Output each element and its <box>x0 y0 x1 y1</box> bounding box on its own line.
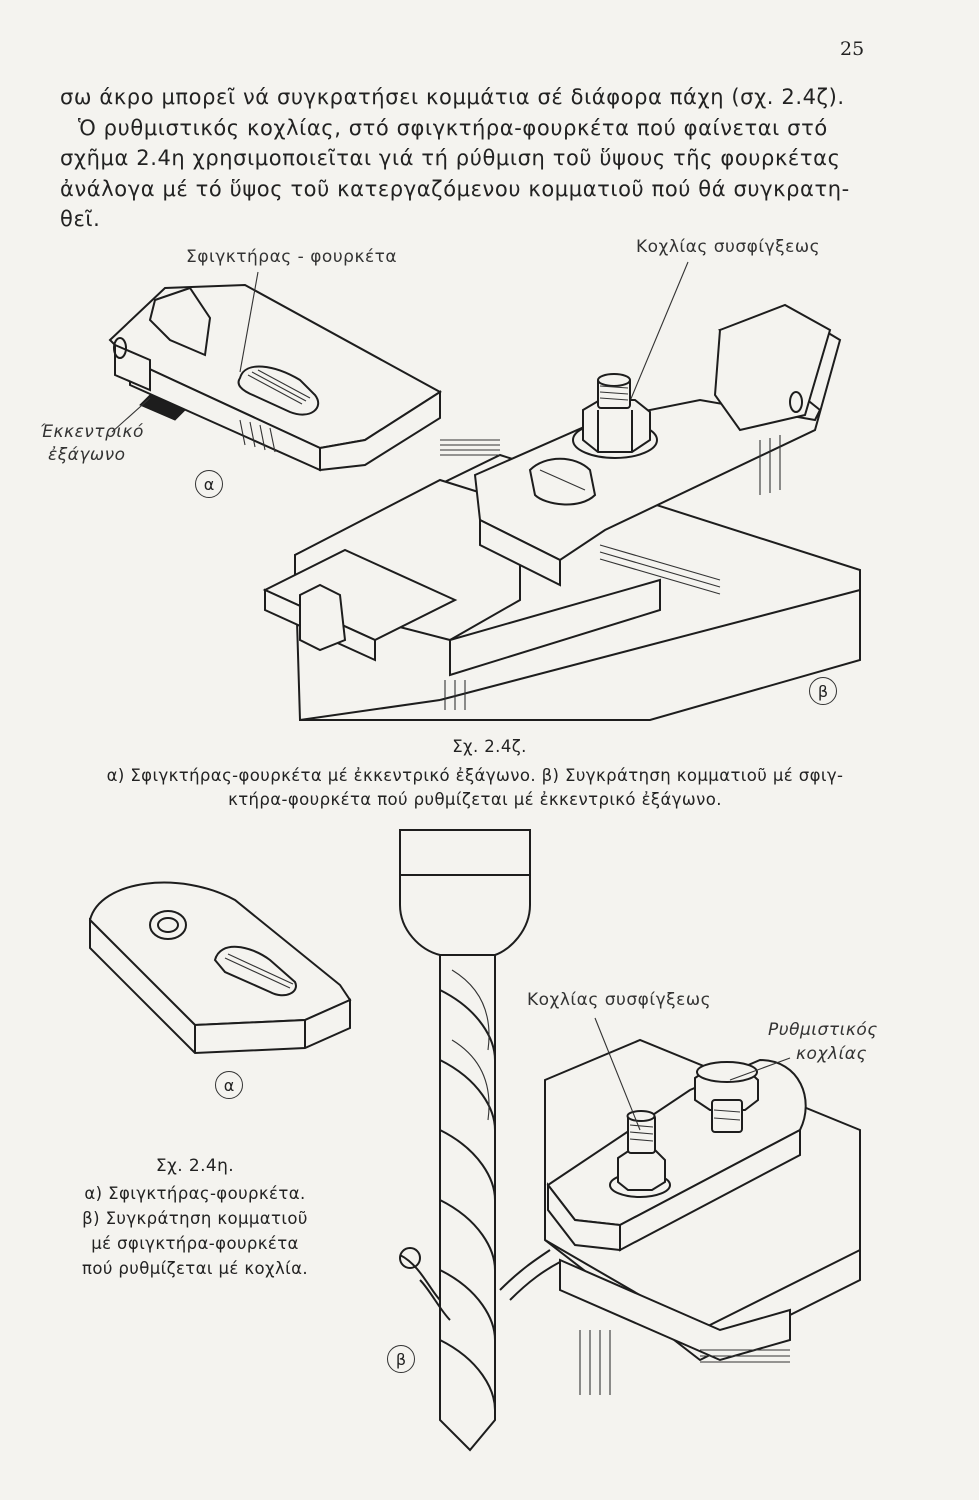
marker-a-fig-2-4h: α <box>215 1071 243 1099</box>
caption-line-fig-2-4z: κτήρα-φουρκέτα πού ρυθμίζεται μέ ἐκκεντρικό ἐξάγωνο. <box>228 790 722 809</box>
label-adjusting-screw-line1: Ρυθμιστικός <box>768 1020 878 1040</box>
label-clamping-screw: Κοχλίας συσφίγξεως <box>636 237 821 257</box>
fig-2-4h-a-clamp-drawing <box>90 883 350 1053</box>
caption-title-fig-2-4h: Σχ. 2.4η. <box>155 1156 235 1176</box>
leader-screw-h <box>595 1018 640 1130</box>
body-paragraph <box>60 82 875 235</box>
paragraph-line: Ὁ ρυθμιστικός κοχλίας, στό σφιγκτήρα-φουρκέτα πού φαίνεται στό <box>78 115 828 140</box>
paragraph-line: σχῆμα 2.4η χρησιμοποιεῖται γιά τή ρύθμιση τοῦ ὕψους τῆς φουρκέτας <box>60 146 841 170</box>
caption-title-fig-2-4z: Σχ. 2.4ζ. <box>452 737 527 756</box>
paragraph-line: θεῖ. <box>60 207 101 231</box>
paragraph-line: ἀνάλογα μέ τό ὕψος τοῦ κατεργαζόμενου κομματιοῦ πού θά συγκρατη- <box>60 176 850 201</box>
fig-2-4z-a-clamp-drawing <box>110 285 440 470</box>
caption-line-fig-2-4z: α) Σφιγκτήρας-φουρκέτα μέ ἐκκεντρικό ἐξάγωνο. β) Συγκράτηση κομματιοῦ μέ σφιγ- <box>106 766 844 785</box>
paragraph-line: σω άκρο μπορεῖ νά συγκρατήσει κομμάτια σέ διάφορα πάχη (σχ. 2.4ζ). <box>60 85 845 109</box>
label-eccentric-line1: Έκκεντρικό <box>40 422 144 442</box>
caption-line-fig-2-4h: πού ρυθμίζεται μέ κοχλία. <box>81 1259 309 1278</box>
label-clamp-fork: Σφιγκτήρας - φουρκέτα <box>186 247 398 267</box>
fig-2-4h-b-assembly-drawing <box>400 830 860 1450</box>
caption-line-fig-2-4h: μέ σφιγκτήρα-φουρκέτα <box>91 1234 299 1253</box>
caption-line-fig-2-4h: α) Σφιγκτήρας-φουρκέτα. <box>84 1184 306 1203</box>
marker-b-fig-2-4h: β <box>387 1345 415 1373</box>
marker-b-fig-2-4z: β <box>809 677 837 705</box>
caption-line-fig-2-4h: β) Συγκράτηση κομματιοῦ <box>82 1209 308 1228</box>
marker-a-fig-2-4z: α <box>195 470 223 498</box>
label-adjusting-screw-line2: κοχλίας <box>796 1044 867 1064</box>
label-eccentric-line2: ἐξάγωνο <box>48 445 126 465</box>
page-number: 25 <box>840 38 865 60</box>
label-clamping-screw-h: Κοχλίας συσφίγξεως <box>527 990 712 1010</box>
